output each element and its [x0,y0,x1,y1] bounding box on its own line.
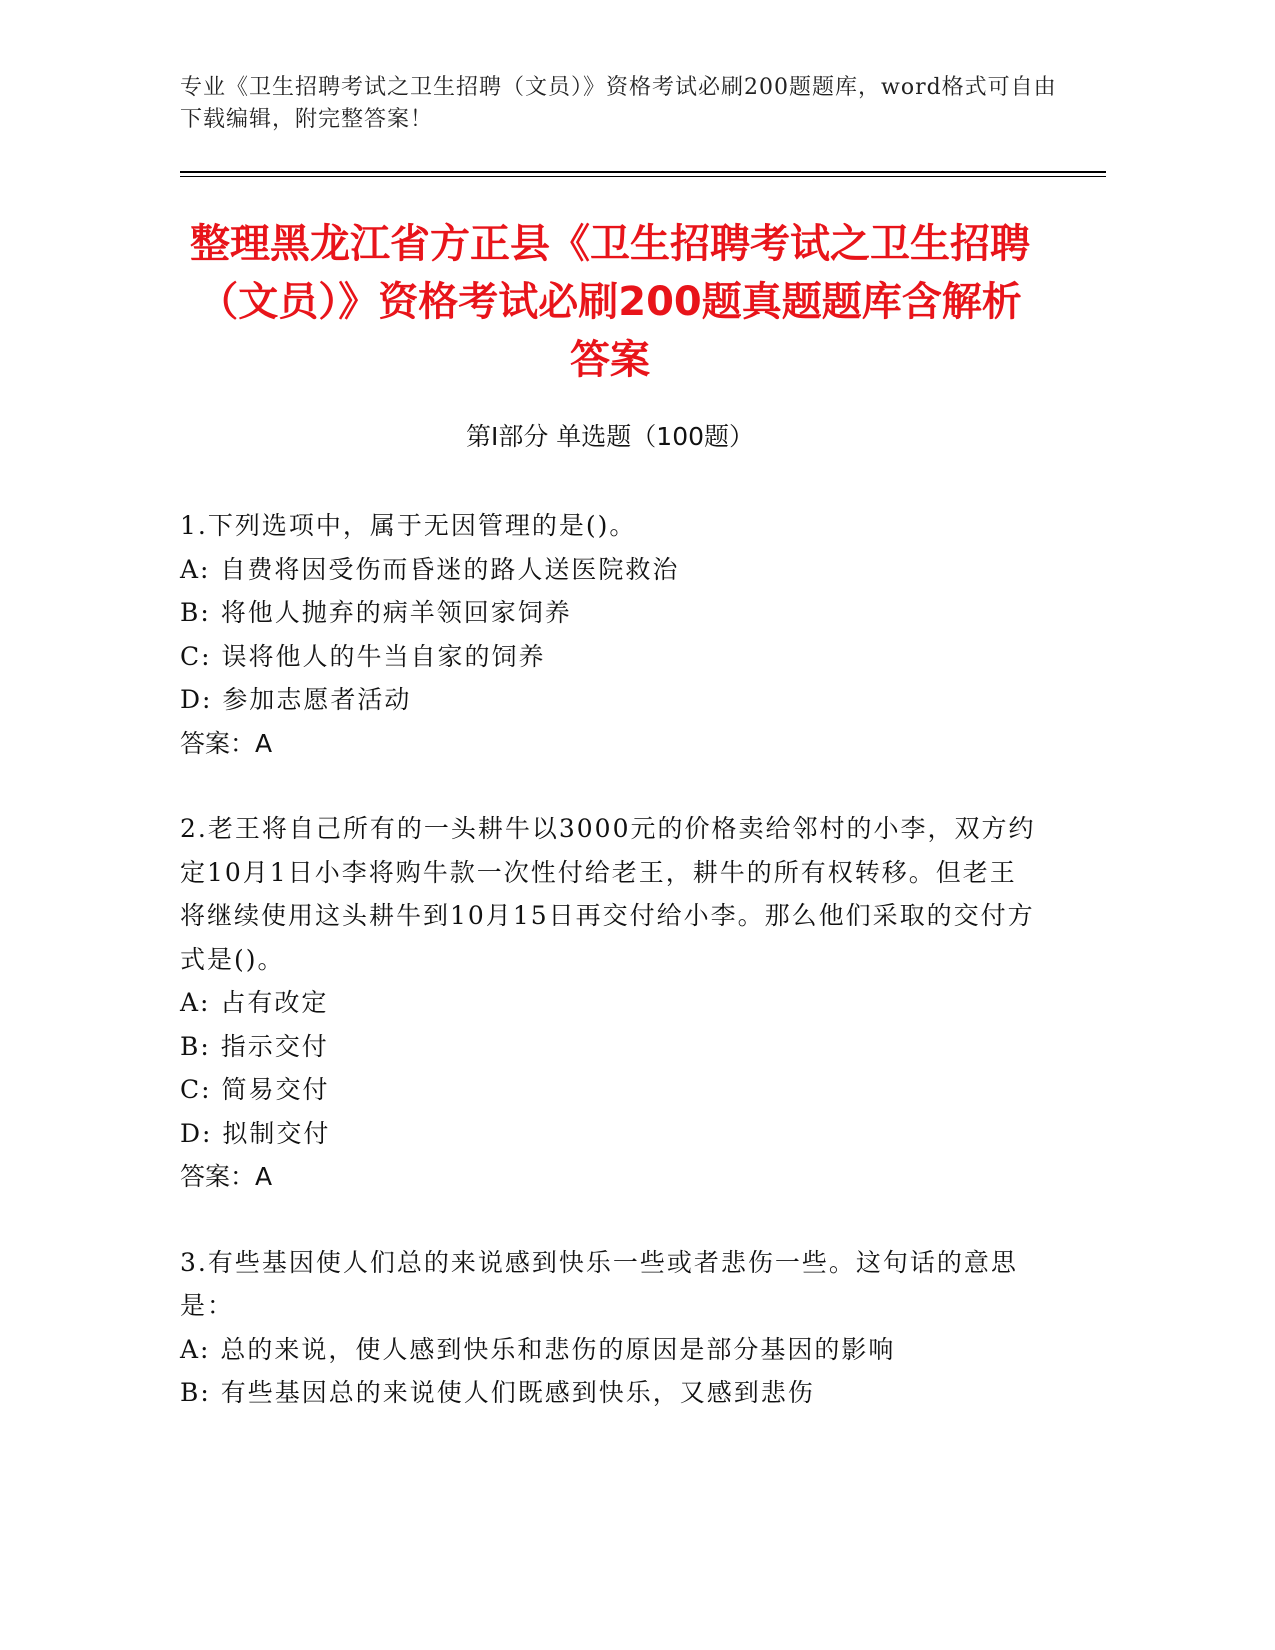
question-1 [180,504,1040,765]
document-title: 整理黑龙江省方正县《卫生招聘考试之卫生招聘（文员）》资格考试必刷200题真题题库含解析答案 [190,221,1030,383]
option-a: A: 自费将因受伤而昏迷的路人送医院救治 [180,554,680,584]
header-note: 专业《卫生招聘考试之卫生招聘（文员）》资格考试必刷200题题库，word格式可自由下载编辑，附完整答案！ [180,75,1057,132]
option-b: B: 有些基因总的来说使人们既感到快乐，又感到悲伤 [180,1378,815,1407]
question-stem: 3.有些基因使人们总的来说感到快乐一些或者悲伤一些。这句话的意思是： [180,1247,1018,1320]
option-d: D: 拟制交付 [180,1118,331,1148]
question-3 [180,1241,1040,1415]
section-heading: 第Ⅰ部分 单选题（100题） [465,422,755,451]
question-stem: 1.下列选项中，属于无因管理的是()。 [180,511,637,540]
option-d: D: 参加志愿者活动 [180,685,412,714]
question-2 [180,807,1040,1199]
header-divider-thin [180,176,1106,177]
option-a: A: 占有改定 [180,988,329,1017]
option-b: B: 指示交付 [180,1031,329,1061]
option-c: C: 误将他人的牛当自家的饲养 [180,641,546,671]
question-stem: 2.老王将自己所有的一头耕牛以3000元的价格卖给邻村的小李，双方约定10月1日小李将购牛款一次性付给老王，耕牛的所有权转移。但老王将继续使用这头耕牛到10月15日再交付给小李。那么他们采取的交付方式是()。 [180,814,1036,974]
option-c: C: 简易交付 [180,1075,330,1104]
option-b: B: 将他人抛弃的病羊领回家饲养 [180,598,572,627]
option-a: A: 总的来说，使人感到快乐和悲伤的原因是部分基因的影响 [180,1334,896,1364]
header-divider-thick [180,171,1106,173]
answer-line: 答案：A [180,1162,273,1191]
question-list [180,504,1040,1457]
answer-line: 答案：A [180,728,273,758]
